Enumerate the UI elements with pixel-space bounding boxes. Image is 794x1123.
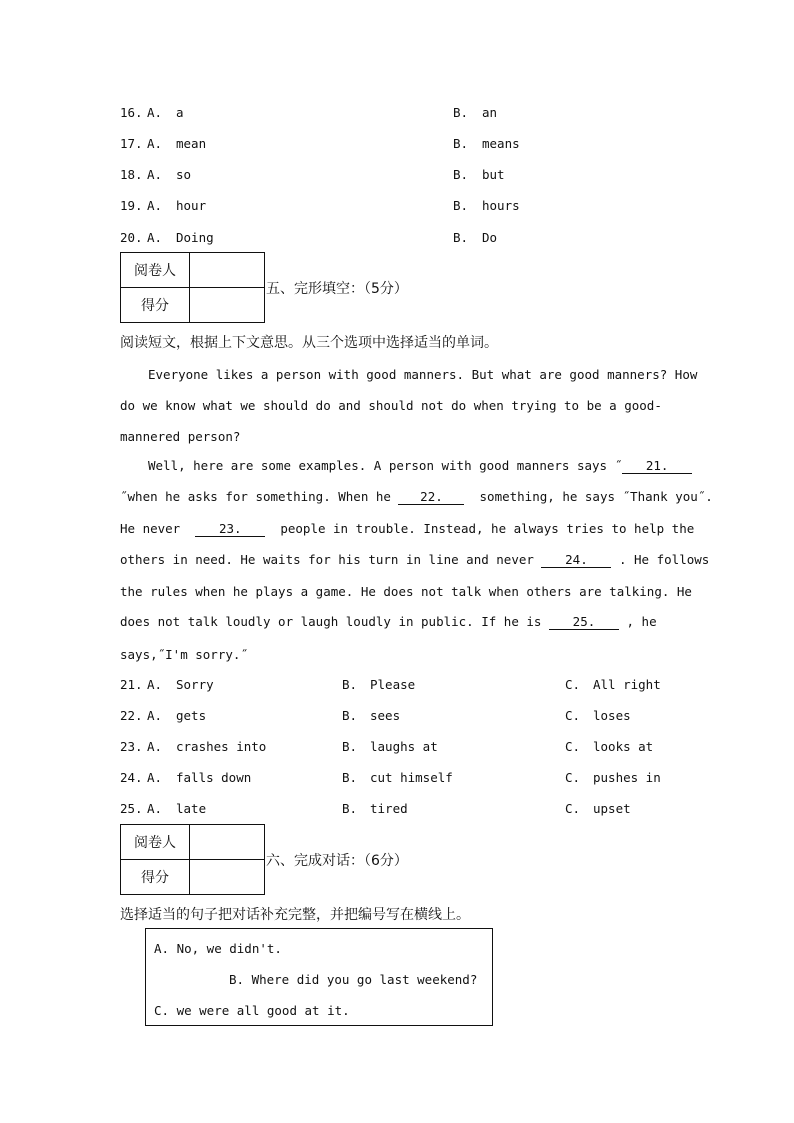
- dialogue-choices-box: [145, 928, 493, 1026]
- blank-25[interactable]: 25.: [549, 615, 619, 630]
- option-row: 19. A. hour B. hours: [120, 198, 520, 213]
- option-row: 21. A. Sorry B. Please C. All right: [120, 677, 661, 692]
- choice-b: B. Where did you go last weekend?: [229, 972, 478, 987]
- score-label: 得分: [121, 288, 190, 323]
- blank-21[interactable]: 21.: [622, 459, 692, 474]
- option-row: 17. A. mean B. means: [120, 136, 520, 151]
- option-row: 16. A. a B. an: [120, 105, 498, 120]
- reviewer-label: 阅卷人: [121, 253, 190, 288]
- score-box: [120, 252, 265, 323]
- section5-heading: 五、完形填空：（5分）: [266, 281, 408, 297]
- option-row: 22. A. gets B. sees C. loses: [120, 708, 631, 723]
- blank-23[interactable]: 23.: [195, 522, 265, 537]
- score-cell[interactable]: [190, 288, 265, 323]
- section5-instruction: 阅读短文，根据上下文意思。从三个选项中选择适当的单词。: [120, 335, 498, 351]
- blank-24[interactable]: 24.: [541, 553, 611, 568]
- option-row: 23. A. crashes into B. laughs at C. looks at: [120, 739, 654, 754]
- choice-c: C. we were all good at it.: [154, 1003, 350, 1018]
- section6-instruction: 选择适当的句子把对话补充完整，并把编号写在横线上。: [120, 907, 470, 923]
- reviewer-label: 阅卷人: [121, 825, 190, 860]
- section6-heading: 六、完成对话：（6分）: [266, 853, 408, 869]
- reviewer-cell[interactable]: [190, 253, 265, 288]
- score-label: 得分: [121, 860, 190, 895]
- option-row: 18. A. so B. but: [120, 167, 505, 182]
- blank-22[interactable]: 22.: [398, 490, 464, 505]
- choice-a: A. No, we didn't.: [154, 941, 282, 956]
- score-cell[interactable]: [190, 860, 265, 895]
- option-row: 20. A. Doing B. Do: [120, 230, 498, 245]
- option-row: 25. A. late B. tired C. upset: [120, 801, 631, 816]
- score-box: [120, 824, 265, 895]
- reviewer-cell[interactable]: [190, 825, 265, 860]
- option-row: 24. A. falls down B. cut himself C. pushes in: [120, 770, 661, 785]
